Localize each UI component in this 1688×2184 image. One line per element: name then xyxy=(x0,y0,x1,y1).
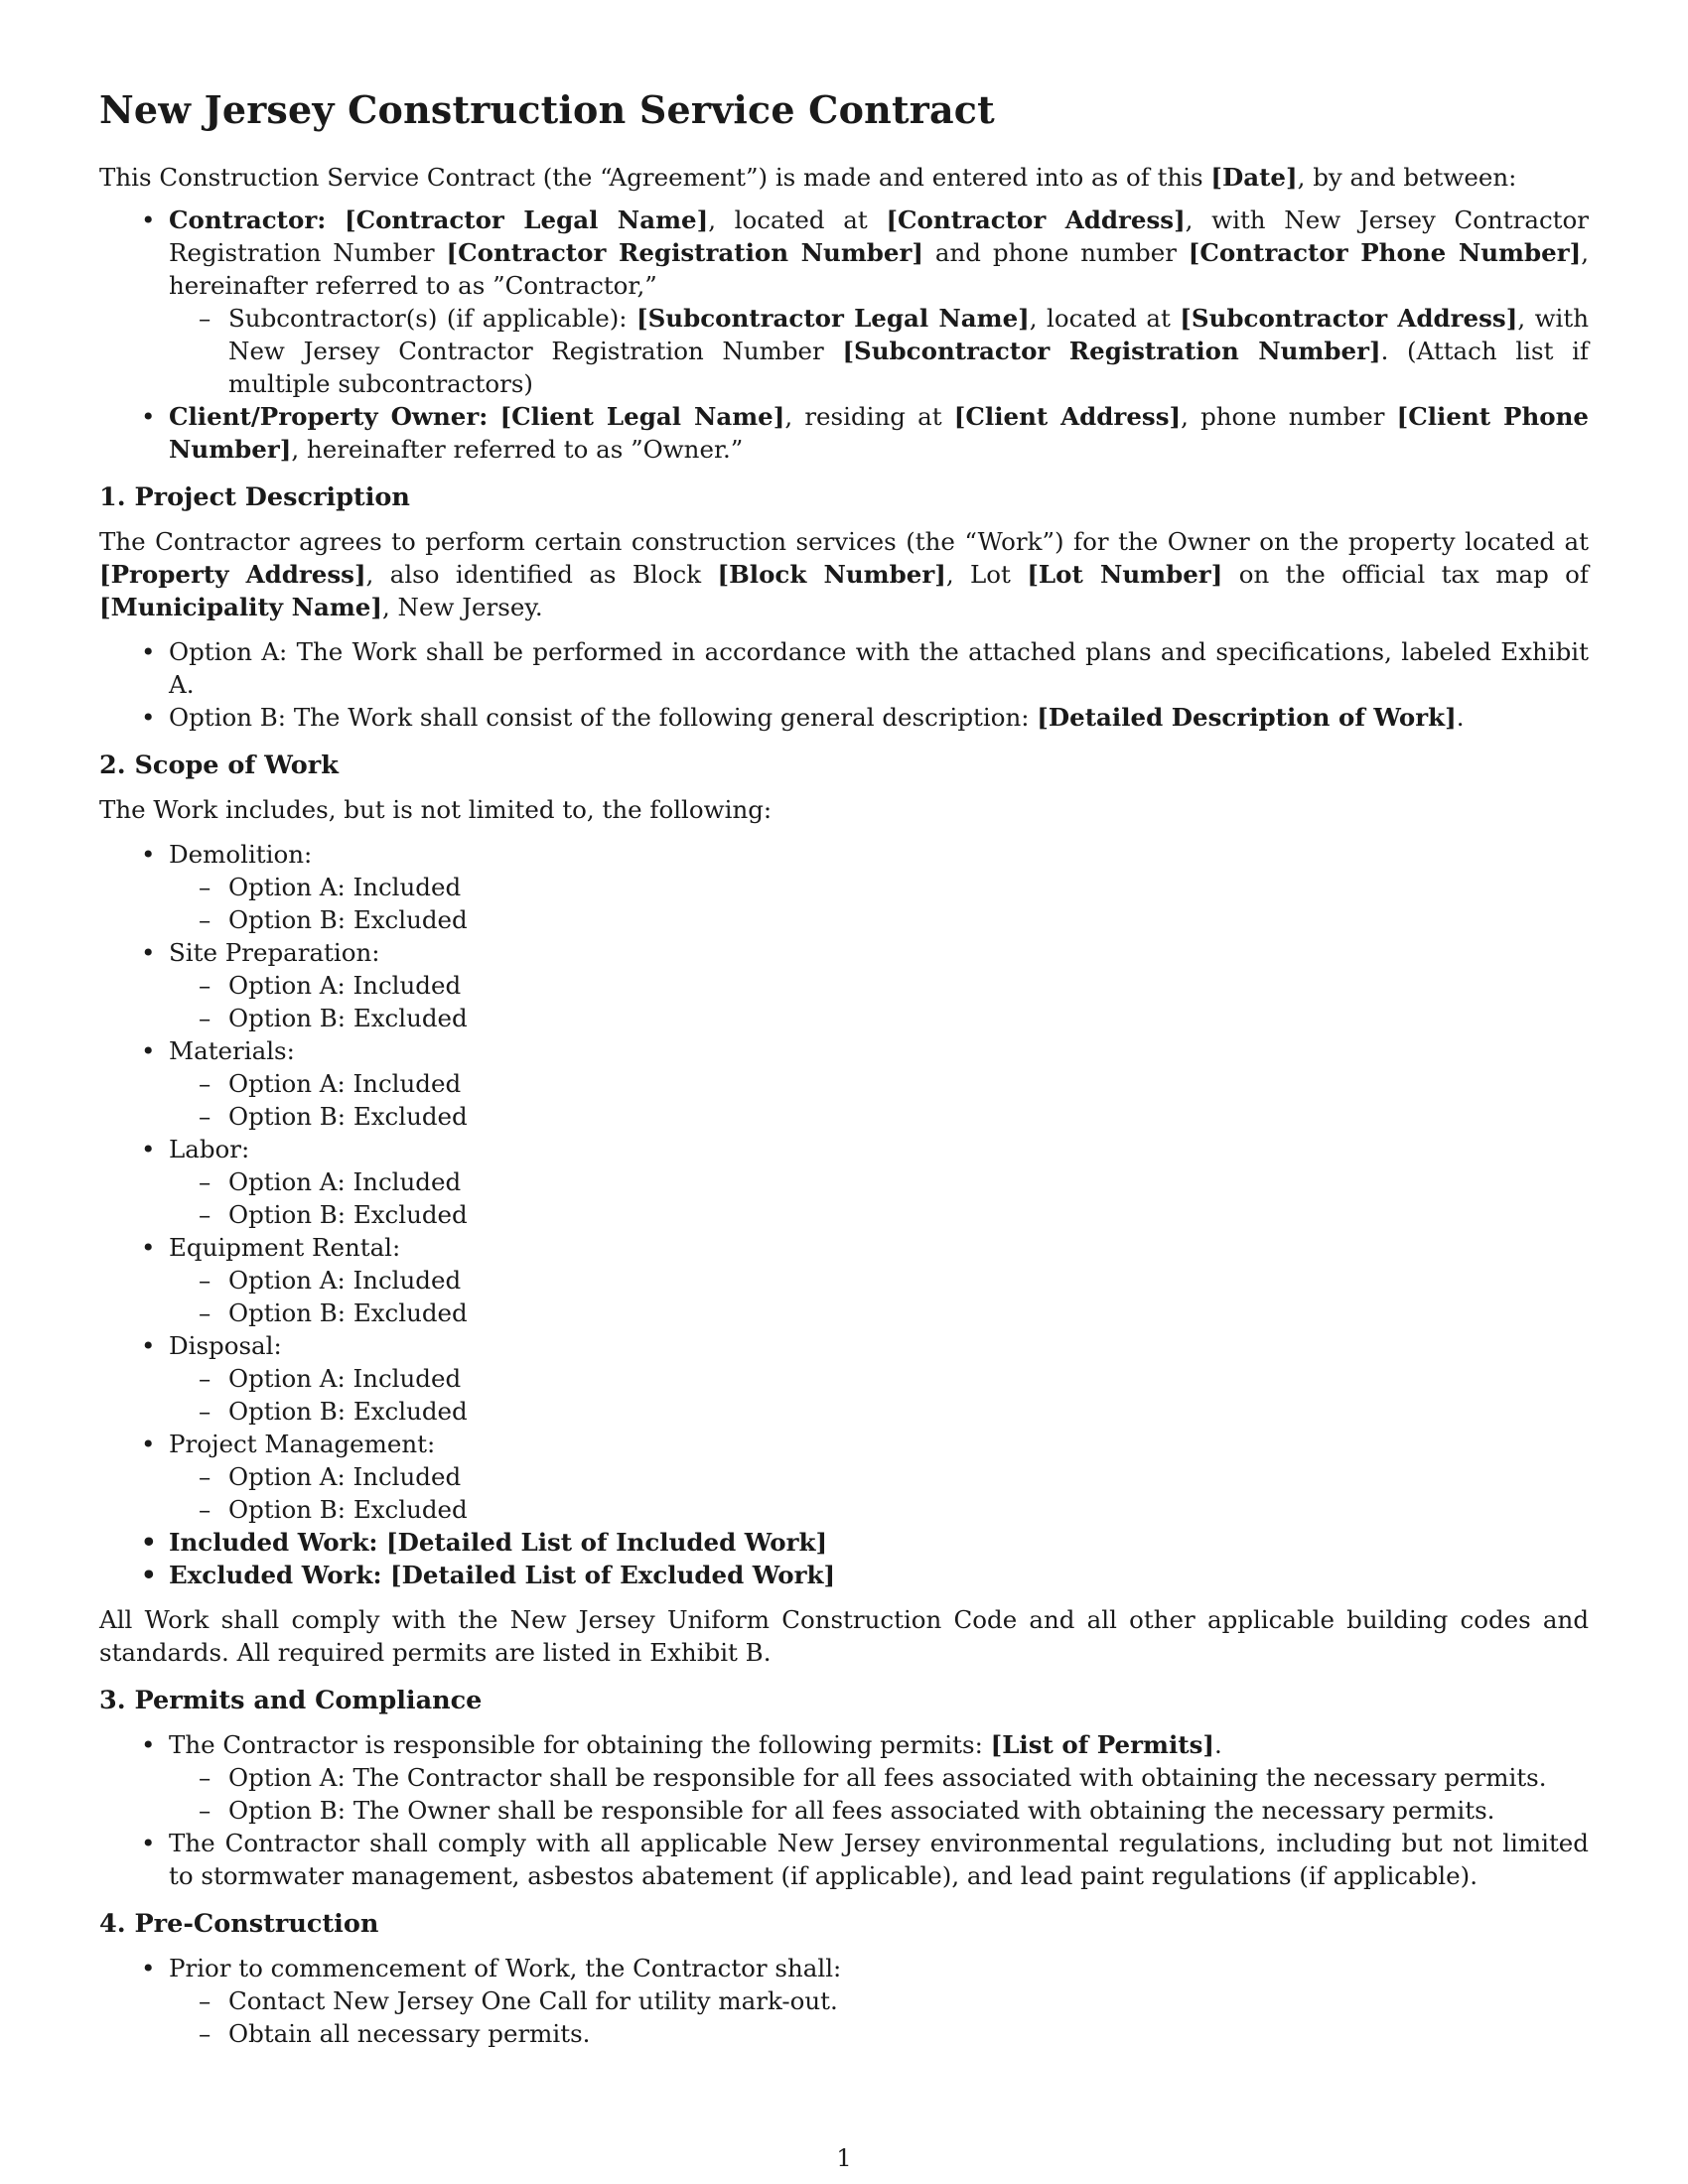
owner-item xyxy=(99,400,1589,466)
scope-options xyxy=(169,871,1589,936)
environmental-item: • The Contractor shall comply with all applicable New Jersey environmental regulations, including but not limited to stormwater management, asbestos abatement (if applicable), and lead paint regulations (if applicable). xyxy=(99,1827,1589,1892)
text: Subcontractor(s) (if applicable): xyxy=(228,304,636,333)
intro-paragraph xyxy=(99,161,1589,194)
scope-options xyxy=(169,1460,1589,1526)
contractor-address-placeholder: [Contractor Address] xyxy=(886,205,1186,234)
preconstruction-item xyxy=(99,1952,1589,2050)
scope-options xyxy=(169,1362,1589,1428)
contractor-item xyxy=(99,204,1589,400)
subcontractor-address-placeholder: [Subcontractor Address] xyxy=(1180,304,1518,333)
scope-item-project-management xyxy=(99,1428,1589,1526)
text: , with New Jersey Contractor Registration Number xyxy=(228,304,1589,365)
scope-option-a: – Option A: Included xyxy=(169,969,1589,1002)
scope-item-label: Site Preparation: xyxy=(169,938,380,967)
scope-item-labor xyxy=(99,1133,1589,1231)
text: , located at xyxy=(1029,304,1181,333)
text: , with New Jersey Contractor Registration Number xyxy=(169,205,1589,267)
section-heading-1: 1. Project Description xyxy=(99,482,410,512)
preconstruction-steps xyxy=(169,1984,1589,2050)
scope-intro: The Work includes, but is not limited to, the following: xyxy=(99,795,773,824)
scope-item-label: Materials: xyxy=(169,1036,295,1065)
intro-text-end: , by and between: xyxy=(1297,163,1517,192)
owner-label: Client/Property Owner: xyxy=(169,402,489,431)
permit-option-a: – Option A: The Contractor shall be responsible for all fees associated with obtaining the necessary permits. xyxy=(169,1761,1589,1794)
preconstruction-step: – Contact New Jersey One Call for utility mark-out. xyxy=(169,1984,1589,2017)
text: Option B: The Work shall consist of the following general description: xyxy=(169,703,1038,732)
contractor-label: Contractor: xyxy=(169,205,327,234)
scope-item-disposal xyxy=(99,1329,1589,1428)
property-address-placeholder: [Property Address] xyxy=(99,560,366,589)
text: , residing at xyxy=(784,402,954,431)
text: , hereinafter referred to as ”Contractor,” xyxy=(169,238,1589,300)
scope-option-a: – Option A: Included xyxy=(169,1264,1589,1297)
intro-text: This Construction Service Contract (the “Agreement”) is made and entered into as of this xyxy=(99,163,1211,192)
scope-item-label: Disposal: xyxy=(169,1331,282,1360)
permit-fee-options xyxy=(169,1761,1589,1827)
text: The Contractor is responsible for obtaining the following permits: xyxy=(169,1730,991,1759)
contractor-phone-placeholder: [Contractor Phone Number] xyxy=(1188,238,1582,267)
included-work-item: • Included Work: [Detailed List of Included Work] xyxy=(99,1526,1589,1559)
subcontractor-name-placeholder: [Subcontractor Legal Name] xyxy=(636,304,1030,333)
scope-option-b: – Option B: Excluded xyxy=(169,1100,1589,1133)
subcontractor-list xyxy=(169,302,1589,400)
text: , Lot xyxy=(945,560,1028,589)
text: . (Attach list if multiple subcontractors) xyxy=(228,337,1589,398)
work-description-placeholder: [Detailed Description of Work] xyxy=(1037,703,1457,732)
compliance-paragraph: All Work shall comply with the New Jersey Uniform Construction Code and all other applicable building codes and standards. All required permits are listed in Exhibit B. xyxy=(99,1605,1589,1667)
preconstruction-step: – Obtain all necessary permits. xyxy=(169,2017,1589,2050)
preconstruction-list xyxy=(99,1952,1589,2050)
subcontractor-item xyxy=(169,302,1589,400)
text: , New Jersey. xyxy=(381,593,543,621)
text: . xyxy=(1213,1730,1222,1759)
scope-options xyxy=(169,969,1589,1034)
contractor-reg-placeholder: [Contractor Registration Number] xyxy=(446,238,924,267)
block-number-placeholder: [Block Number] xyxy=(717,560,946,589)
permits-item xyxy=(99,1728,1589,1827)
date-placeholder: [Date] xyxy=(1210,163,1298,192)
scope-option-a: – Option A: Included xyxy=(169,1362,1589,1395)
owner-phone-placeholder: [Client Phone Number] xyxy=(169,402,1589,464)
scope-option-b: – Option B: Excluded xyxy=(169,1198,1589,1231)
text: Prior to commencement of Work, the Contractor shall: xyxy=(169,1954,842,1982)
text: , also identified as Block xyxy=(365,560,718,589)
scope-options xyxy=(169,1165,1589,1231)
text: , located at xyxy=(708,205,887,234)
section-heading-4: 4. Pre-Construction xyxy=(99,1909,379,1939)
scope-option-b: – Option B: Excluded xyxy=(169,1395,1589,1428)
scope-option-b: – Option B: Excluded xyxy=(169,1002,1589,1034)
permits-list xyxy=(99,1728,1589,1892)
scope-item-materials xyxy=(99,1034,1589,1133)
scope-item-demolition xyxy=(99,838,1589,936)
parties-list xyxy=(99,204,1589,466)
scope-item-label: Project Management: xyxy=(169,1430,436,1458)
owner-address-placeholder: [Client Address] xyxy=(953,402,1182,431)
excluded-work-item: • Excluded Work: [Detailed List of Excluded Work] xyxy=(99,1559,1589,1591)
scope-options xyxy=(169,1067,1589,1133)
text: , phone number xyxy=(1181,402,1397,431)
scope-item-label: Labor: xyxy=(169,1135,250,1163)
scope-option-a: – Option A: Included xyxy=(169,1067,1589,1100)
project-option-b xyxy=(99,701,1589,734)
page-number: 1 xyxy=(836,2144,852,2172)
scope-option-a: – Option A: Included xyxy=(169,1165,1589,1198)
project-options-list xyxy=(99,635,1589,734)
permit-option-b: – Option B: The Owner shall be responsible for all fees associated with obtaining the necessary permits. xyxy=(169,1794,1589,1827)
document-title: New Jersey Construction Service Contract xyxy=(99,87,995,132)
contractor-name-placeholder: [Contractor Legal Name] xyxy=(344,205,709,234)
scope-item-equipment-rental xyxy=(99,1231,1589,1329)
permits-placeholder: [List of Permits] xyxy=(990,1730,1214,1759)
owner-name-placeholder: [Client Legal Name] xyxy=(499,402,785,431)
project-description-paragraph xyxy=(99,525,1589,623)
scope-list xyxy=(99,838,1589,1591)
scope-item-site-preparation xyxy=(99,936,1589,1034)
scope-option-b: – Option B: Excluded xyxy=(169,1297,1589,1329)
subcontractor-reg-placeholder: [Subcontractor Registration Number] xyxy=(842,337,1381,365)
lot-number-placeholder: [Lot Number] xyxy=(1027,560,1223,589)
text: . xyxy=(1456,703,1465,732)
scope-item-label: Equipment Rental: xyxy=(169,1233,401,1262)
scope-options xyxy=(169,1264,1589,1329)
text: , hereinafter referred to as ”Owner.” xyxy=(291,435,744,464)
scope-option-b: – Option B: Excluded xyxy=(169,903,1589,936)
scope-option-a: – Option A: Included xyxy=(169,1460,1589,1493)
municipality-placeholder: [Municipality Name] xyxy=(99,593,382,621)
scope-item-label: Demolition: xyxy=(169,840,313,869)
text: on the official tax map of xyxy=(1222,560,1589,589)
text xyxy=(488,402,499,431)
scope-option-a: – Option A: Included xyxy=(169,871,1589,903)
section-heading-2: 2. Scope of Work xyxy=(99,751,339,780)
text: The Contractor agrees to perform certain construction services (the “Work”) for the Owner on the property located at xyxy=(99,527,1589,556)
scope-option-b: – Option B: Excluded xyxy=(169,1493,1589,1526)
text xyxy=(326,205,345,234)
project-option-a: • Option A: The Work shall be performed in accordance with the attached plans and specifications, labeled Exhibit A. xyxy=(99,635,1589,701)
section-heading-3: 3. Permits and Compliance xyxy=(99,1686,483,1715)
text: and phone number xyxy=(923,238,1189,267)
document-page xyxy=(99,85,1589,2056)
